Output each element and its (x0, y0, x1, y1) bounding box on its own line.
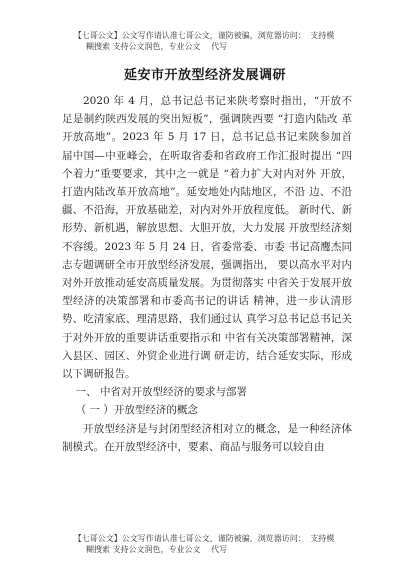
footer-line-2 (64, 544, 346, 555)
section-heading-1: 一、 中省对开放型经济的要求与部署 (75, 386, 247, 399)
header-line-1-tail: 支持模 (310, 31, 335, 40)
header-line-2 (64, 41, 346, 52)
footer-line-2-tail: 代写 (211, 545, 228, 554)
header-line-2-tail: 代写 (211, 42, 228, 51)
footer-line-2-text: 糊搜索 支持公文润色，专业公文 (86, 545, 201, 554)
body-paragraph-1: 2020 年 4 月，总书记总书记来陕考察时指出，“开放不 足是制约陕西发展的突出短板”，强调陕西要 “打造内陆改 革开放高地”。2023 年 5 月 17 日，总书记总书记来陕参加首 届中国—中亚峰会，在听取省委和省政府工作汇报时提出 “四个着力”重要要求，其中之一就是 “着力扩大对内对外 开放，打造内陆改革开放高地”。延安地处内陆地区，不沿 边、不沿疆、不沿海，开放基础差，对内对外开放程度低。 新时代、新形势、新机遇，解放思想、大胆开放，大力发展 开放型经济刻不容缓。2023 年 5 月 24 日，省委常委、市委 书记高鹰杰同志专题调研全市开放型经济发展，强调指出， 要以高水平对内对外开放推动延安高质量发展。为贯彻落实 中省关于发展开放型经济的决策部署和市委高书记的讲话 精神，进一步认清形势、吃清家底、理清思路，我们通过认 真学习总书记总书记关于对外开放的重要讲话重要指示和 中省有关决策部署精神，深入县区、园区、外贸企业进行调 研走访，结合延安实际，形成以下调研报告。 (62, 95, 352, 381)
footer-line-1-text: 【七哥公文】公文写作请认准七哥公文，谨防被骗，浏览器访问： (73, 534, 306, 543)
document-body (62, 92, 352, 456)
document-title: 延安市开放型经济发展调研 (123, 68, 286, 83)
footer-line-1-tail: 支持模 (310, 534, 335, 543)
header-line-1 (0, 30, 410, 41)
footer-line-1 (0, 533, 410, 544)
header-line-1-text: 【七哥公文】公文写作请认准七哥公文，谨防被骗，浏览器访问： (73, 31, 306, 40)
subsection-heading-1: （ 一 ）开放型经济的概念 (75, 404, 198, 417)
page-header (0, 30, 410, 52)
header-line-2-text: 糊搜索 支持公文润色，专业公文 (86, 42, 201, 51)
body-paragraph-2: 开放型经济是与封闭型经济相对立的概念，是一种经济体制模式。在开放型经济中，要素、商品与服务可以较自由 (62, 422, 352, 453)
page-footer (0, 533, 410, 555)
